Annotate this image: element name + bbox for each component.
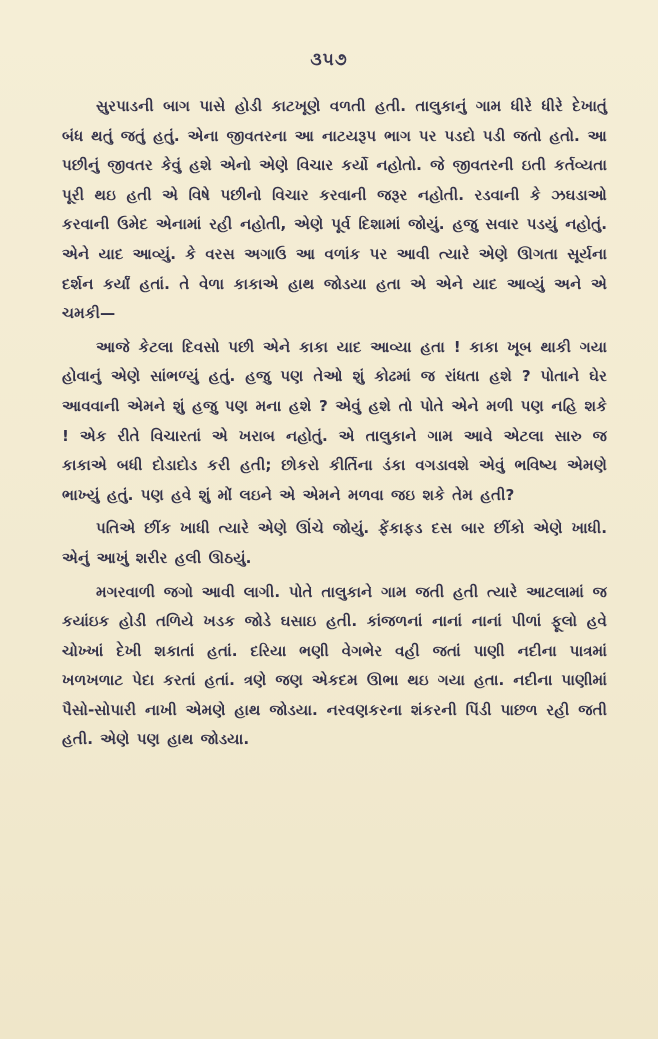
paragraph-4: મગરવાળી જગો આવી લાગી. પોતે તાલુકાને ગામ જતી હતી ત્યારે આટલામાં જ કયાંઇક હોડી તળિયે ખડક જોડે ઘસાઇ હતી. કાંજળનાં નાનાં નાનાં પીળાં ફૂલો હવે ચોખ્ખાં દેખી શકાતાં હતાં. દરિયા ભણી વેગભેર વહી જતાં પાણી નદીના પાત્રમાં ખળખળાટ પેદા કરતાં હતાં. ત્રણે જણ એકદમ ઊભા થઇ ગયા હતા. નદીના પાણીમાં પૈસો-સોપારી નાખી એમણે હાથ જોડયા. નરવણકરના શંકરની પિંડી પાછળ રહી જતી હતી. એણે પણ હાથ જોડયા. (62, 582, 607, 749)
paragraph-2: આજે કેટલા દિવસો પછી એને કાકા યાદ આવ્યા હતા ! કાકા ખૂબ થાકી ગયા હોવાનું એણે સાંભળ્યું હતું. હજુ પણ તેઓ શું કોઢમાં જ રાંધતા હશે ? પોતાને ઘેર આવવાની એમને શું હજુ પણ મના હશે ? એવું હશે તો પોતે એને મળી પણ નહિ શકે ! એક રીતે વિચારતાં એ ખરાબ નહોતું. એ તાલુકાને ગામ આવે એટલા સારુ જ કાકાએ બધી દોડાદોડ કરી હતી; છોકરો કીર્તિના ડંકા વગડાવશે એવું ભવિષ્ય એમણે ભાખ્યું હતું. પણ હવે શું મોં લઇને એ એમને મળવા જઇ શકે તેમ હતી? (62, 337, 607, 504)
paragraph-1: સુરપાડની બાગ પાસે હોડી કાટખૂણે વળતી હતી. તાલુકાનું ગામ ધીરે ધીરે દેખાતું બંધ થતું જતું હતું. એના જીવતરના આ નાટયરૂપ ભાગ પર પડદો પડી જતો હતો. આ પછીનું જીવતર કેવું હશે એનો એણે વિચાર કર્યો નહોતો. જે જીવતરની ઇતી કર્તવ્યતા પૂરી થઇ હતી એ વિષે પછીનો વિચાર કરવાની જરૂર નહોતી. રડવાની કે ઝઘડાઓ કરવાની ઉમેદ એનામાં રહી નહોતી, એણે પૂર્વ દિશામાં જોયું. હજુ સવાર પડયું નહોતું. એને યાદ આવ્યું. કે વરસ અગાઉ આ વળાંક પર આવી ત્યારે એણે ઊગતા સૂર્યના દર્શન કર્યાં હતાં. તે વેળા કાકાએ હાથ જોડયા હતા એ એને યાદ આવ્યું અને એ ચમકી— (62, 97, 607, 323)
body-text (62, 92, 607, 755)
paragraph-3: પતિએ છીંક ખાધી ત્યારે એણે ઊંચે જોયું. ફેંકાફડ દસ બાર છીંકો એણે ખાધી. એનું આખું શરીર હલી ઊઠયું. (62, 519, 607, 567)
page-number: ૩૫૭ (310, 50, 348, 70)
